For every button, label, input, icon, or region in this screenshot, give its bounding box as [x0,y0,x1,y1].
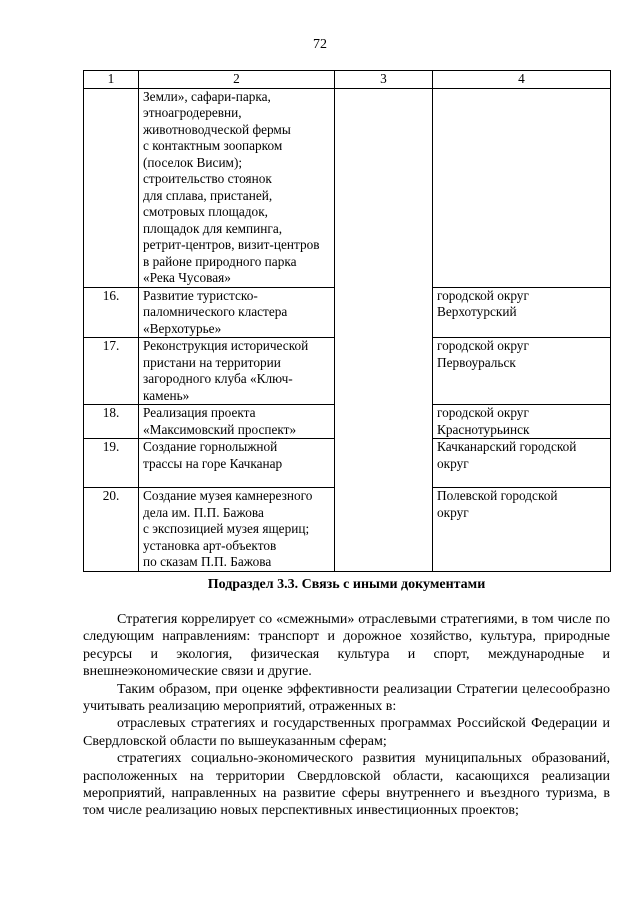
column-header: 4 [433,71,611,89]
project-cell: Реализация проекта «Максимовский проспект» [139,405,335,439]
body-text [83,611,610,820]
page-number: 72 [313,37,327,52]
municipality-cell: городской округ Верхотурский [433,287,611,338]
paragraph: Таким образом, при оценке эффективности реализации Стратегии целесообразно учитывать реализацию мероприятий, отраженных в: [83,681,610,715]
row-number: 16. [84,287,139,338]
municipality-cell: Полевской городской округ [433,488,611,572]
project-cell: Развитие туристско- паломнического кластера «Верхотурье» [139,287,335,338]
row-number [84,88,139,287]
paragraph: Стратегия коррелирует со «смежными» отраслевыми стратегиями, в том числе по следующим направлениям: транспорт и дорожное хозяйство, культура, природные ресурсы и экология, физическая культура и спорт, международные и внешнеэкономические связи и другие. [83,612,610,680]
projects-table [83,70,611,572]
municipality-cell: городской округ Первоуральск [433,338,611,405]
project-cell: Реконструкция исторической пристани на территории загородного клуба «Ключ- камень» [139,338,335,405]
column-header: 2 [139,71,335,89]
row-number: 18. [84,405,139,439]
section-title: Подраздел 3.3. Связь с иными документами [207,577,486,592]
project-cell: Земли», сафари-парка, этноагродеревни, животноводческой фермы с контактным зоопарком (поселок Висим); строительство стоянок для сплава, пристаней, смотровых площадок, площадок для кемпинга, ретрит-центров, визит-центров в районе природного парка «Река Чусовая» [139,88,335,287]
column-header: 3 [335,71,433,89]
merged-column-3-cell [335,88,433,571]
municipality-cell [433,88,611,287]
table-header-row [84,71,611,89]
column-header: 1 [84,71,139,89]
project-cell: Создание горнолыжной трассы на горе Качканар [139,439,335,488]
row-number: 19. [84,439,139,488]
project-cell: Создание музея камнерезного дела им. П.П. Бажова с экспозицией музея ящериц; установка арт-объектов по сказам П.П. Бажова [139,488,335,572]
municipality-cell: Качканарский городской округ [433,439,611,488]
municipality-cell: городской округ Краснотурьинск [433,405,611,439]
row-number: 17. [84,338,139,405]
paragraph: отраслевых стратегиях и государственных программах Российской Федерации и Свердловской области по вышеуказанным сферам; [83,716,610,749]
row-number: 20. [84,488,139,572]
table-row [84,88,611,287]
paragraph: стратегиях социально-экономического развития муниципальных образований, расположенных на территории Свердловской области, касающихся реализации мероприятий, направленных на развитие сферы внутреннего и въездного туризма, в том числе реализацию новых перспективных инвестиционных проектов; [83,751,610,819]
